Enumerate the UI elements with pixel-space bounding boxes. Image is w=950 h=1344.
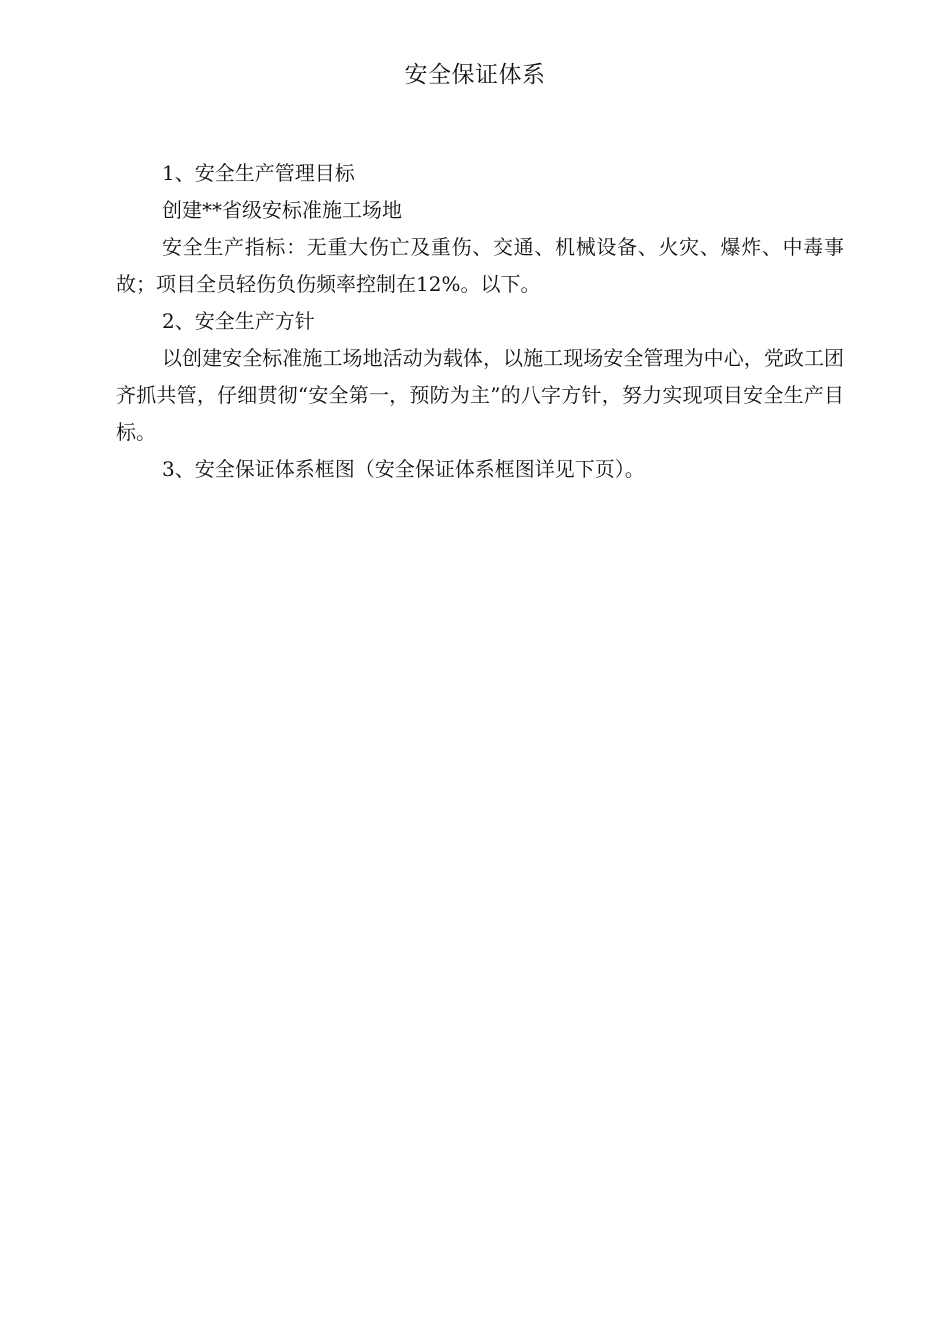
section-heading-1: 1、安全生产管理目标 — [162, 161, 355, 185]
document-body — [116, 155, 844, 488]
section-heading-3: 3、安全保证体系框图（安全保证体系框图详见下页）。 — [162, 457, 645, 481]
document-title: 安全保证体系 — [404, 62, 546, 88]
goal-paragraph: 创建**省级安标准施工场地 — [162, 198, 402, 222]
safety-indicator-paragraph: 安全生产指标：无重大伤亡及重伤、交通、机械设备、火灾、爆炸、中毒事故；项目全员轻伤负伤频率控制在12%。以下。 — [116, 235, 844, 296]
section-heading-2: 2、安全生产方针 — [162, 309, 315, 333]
policy-paragraph: 以创建安全标准施工场地活动为载体，以施工现场安全管理为中心，党政工团齐抓共管，仔细贯彻“安全第一，预防为主”的八字方针，努力实现项目安全生产目标。 — [116, 346, 844, 444]
